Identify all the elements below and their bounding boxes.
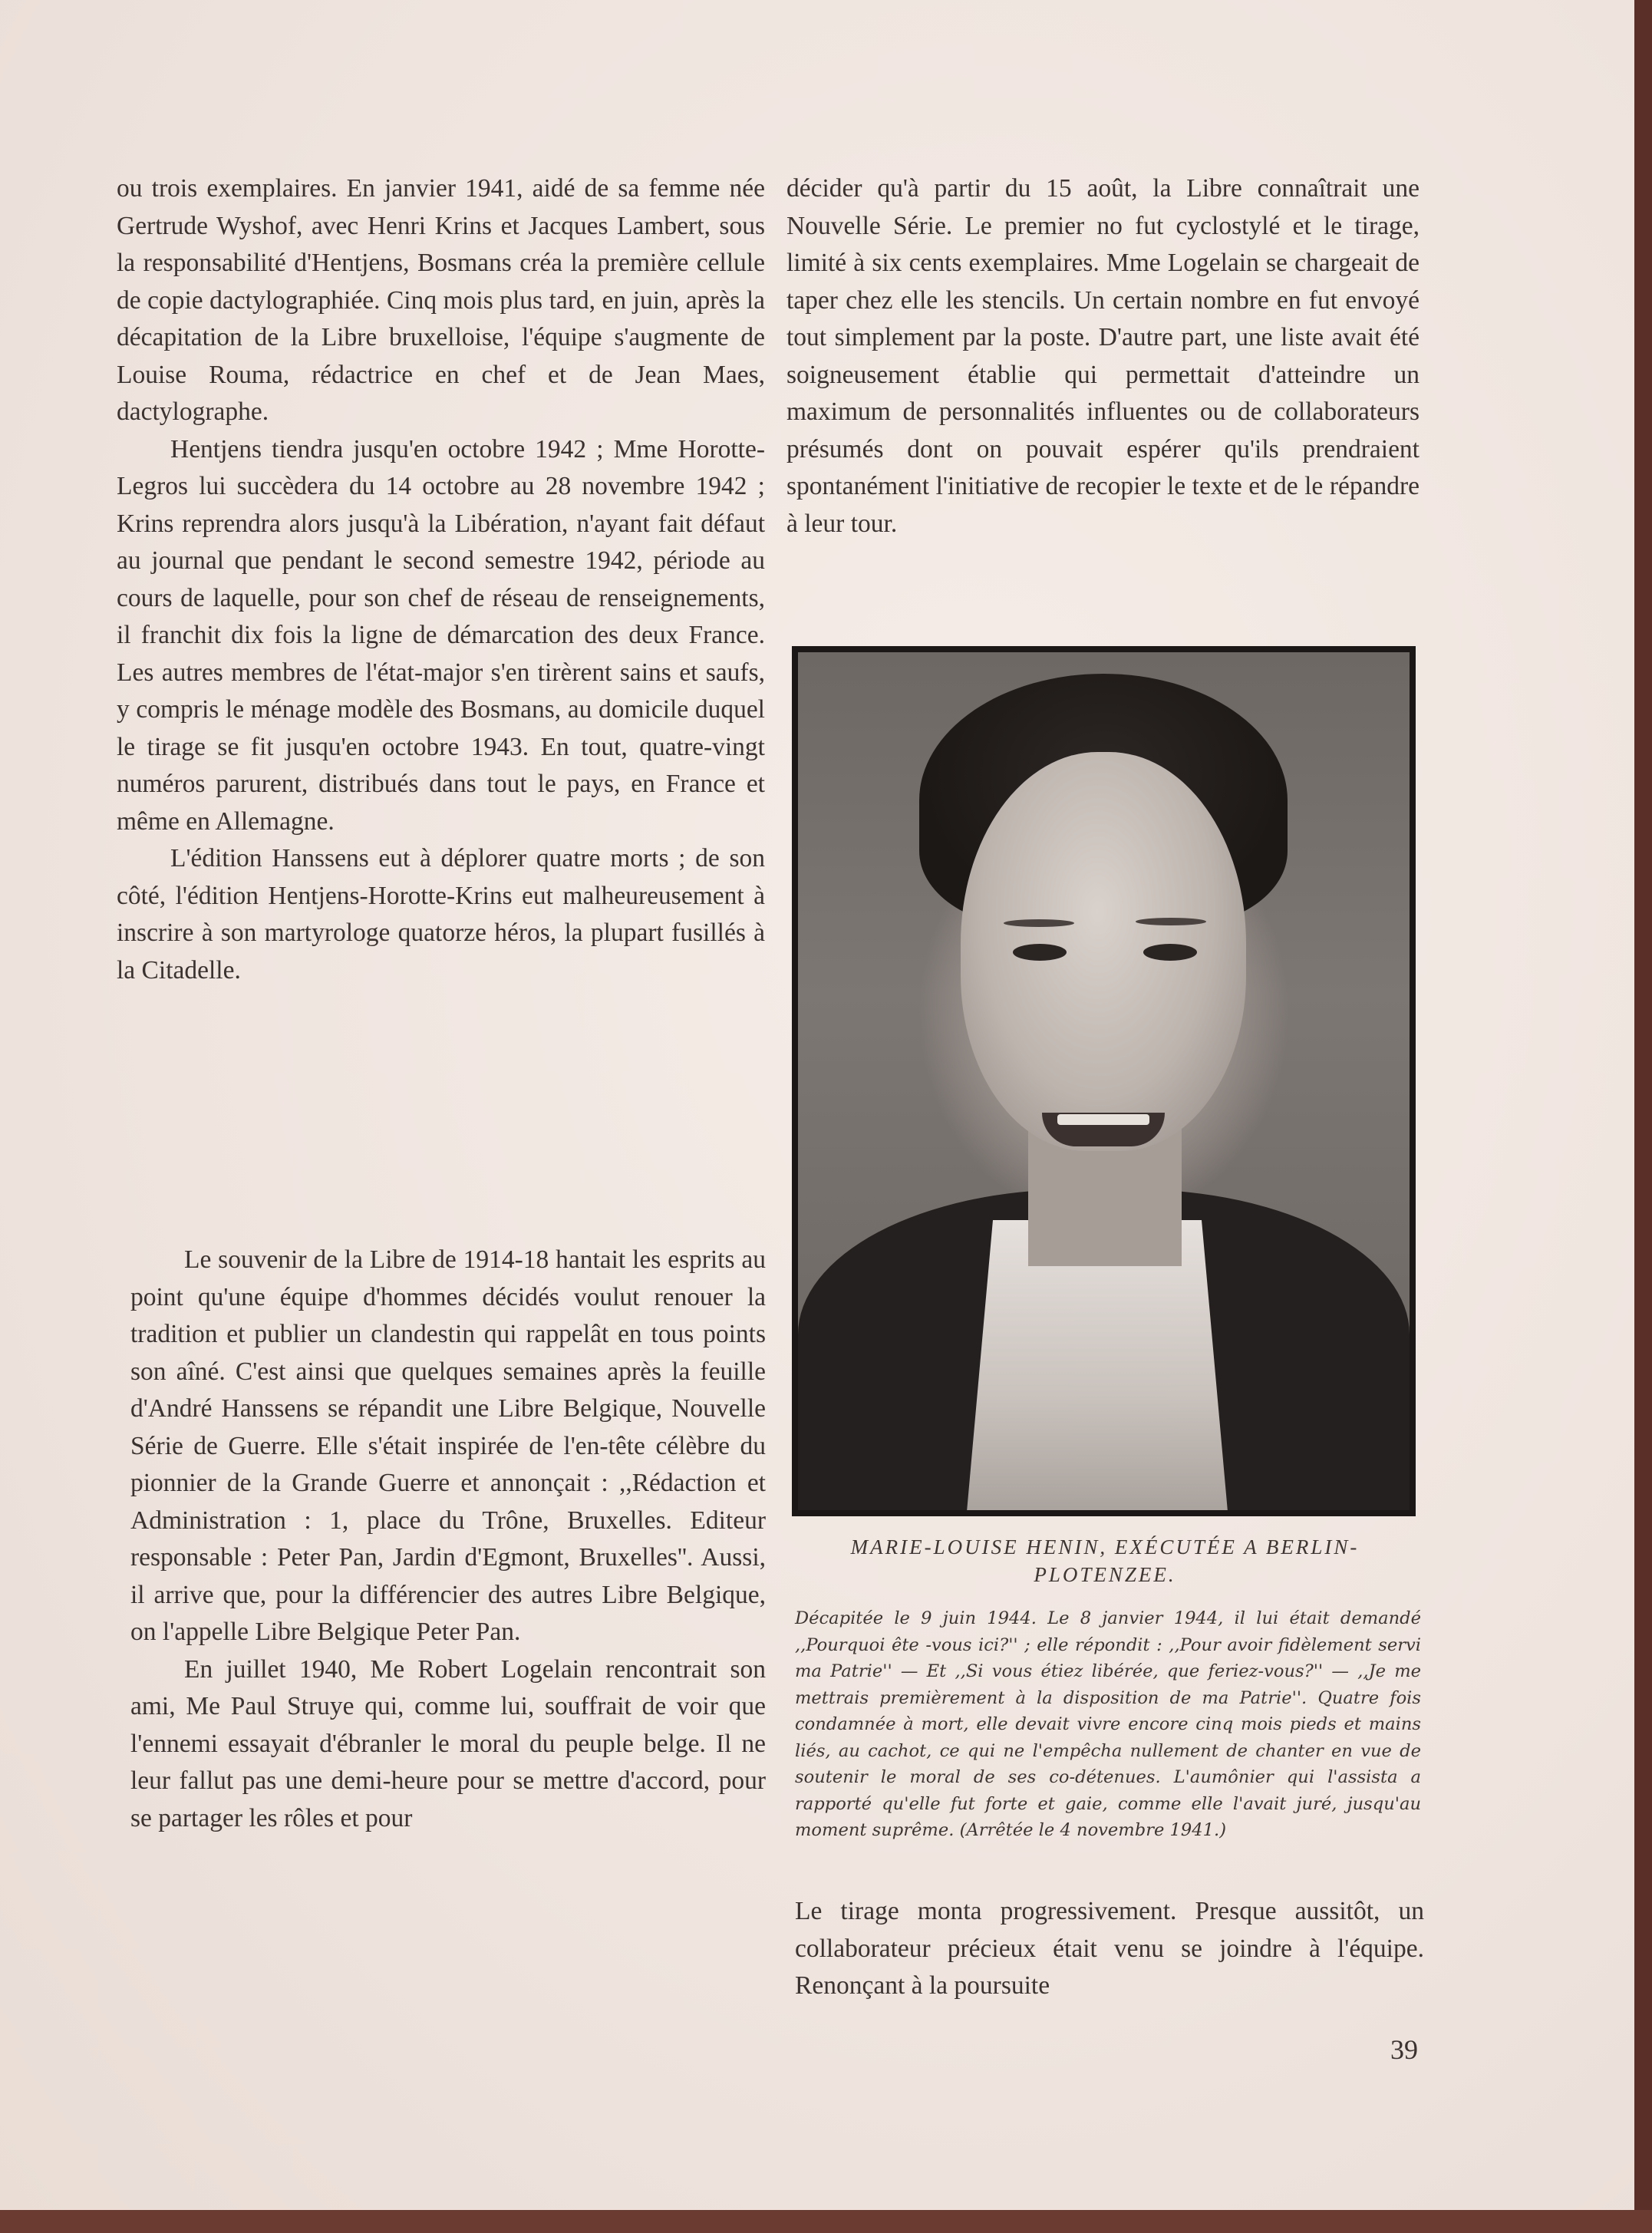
paragraph: Hentjens tiendra jusqu'en octobre 1942 ; Mme Horotte-Legros lui succèdera du 14 octobre au 28 novembre 1942 ; Krins reprendra alors jusqu'à la Libération, n'ayant fait défaut au journal que pendant le second semestre 1942, période au cours de laquelle, pour son chef de réseau de renseignements, il franchit dix fois la ligne de démarcation des deux France. Les autres membres de l'état-major s'en tirèrent sains et saufs, y compris le ménage modèle des Bosmans, au domicile duquel le tirage se fit jusqu'en octobre 1943. En tout, quatre-vingt numéros parurent, distribués dans tout le pays, en France et même en Allemagne. <box>117 434 765 836</box>
paragraph: décider qu'à partir du 15 août, la Libre connaîtrait une Nouvelle Série. Le premier no fut cyclostylé et le tirage, limité à six cents exemplaires. Mme Logelain se chargeait de taper chez elle les stencils. Un certain nombre en fut envoyé tout simplement par la poste. D'autre part, une liste avait été soigneusement établie qui permettait d'atteindre un maximum de personnalités influentes ou de collaborateurs présumés dont on pouvait espérer qu'ils prendraient spontanément l'initiative de recopier le texte et de le répandre à leur tour. <box>786 174 1420 538</box>
portrait-photo <box>792 646 1416 1516</box>
left-eye <box>1013 944 1067 961</box>
book-edge-bottom <box>0 2210 1652 2233</box>
portrait-image <box>798 652 1410 1510</box>
right-column-top <box>786 170 1420 543</box>
paragraph: Le souvenir de la Libre de 1914-18 hantait les esprits au point qu'une équipe d'hommes décidés voulut renouer la tradition et publier un clandestin qui rappelât en tous points son aîné. C'est ainsi que quelques semaines après la feuille d'André Hanssens se répandit une Libre Belgique, Nouvelle Série de Guerre. Elle s'était inspirée de l'en-tête célèbre du pionnier de la Grande Guerre et annonçait : ,,Rédaction et Administration : 1, place du Trône, Bruxelles. Editeur responsable : Peter Pan, Jardin d'Egmont, Bruxelles''. Aussi, il arrive que, pour la différencier des autres Libre Belgique, on l'appelle Libre Belgique Peter Pan. <box>130 1245 766 1646</box>
left-column-top <box>117 170 765 989</box>
photo-caption-title: MARIE-LOUISE HENIN, EXÉCUTÉE A BERLIN-PLOTENZEE. <box>850 1535 1360 1586</box>
page-number: 39 <box>1390 2034 1418 2065</box>
paragraph: En juillet 1940, Me Robert Logelain rencontrait son ami, Me Paul Struye qui, comme lui, souffrait de voir que l'ennemi essayait d'ébranler le moral du peuple belge. Il ne leur fallut pas une demi-heure pour se mettre d'accord, pour se partager les rôles et pour <box>130 1654 766 1832</box>
caption-text: Décapitée le 9 juin 1944. Le 8 janvier 1944, il lui était demandé ,,Pourquoi ête -vous ici?'' ; elle répondit : ,,Pour avoir fidèlement servi ma Patrie'' — Et ,,Si vous étiez libérée, que feriez-vous?'' — ,,Je me mettrais premièrement à la disposition de ma Patrie''. Quatre fois condamnée à mort, elle devait vivre encore cinq mois pieds et mains liés, au cachot, ce qui ne l'empêcha nullement de chanter en vue de soutenir le moral de ses co-détenues. L'aumônier qui l'assista a rapporté qu'elle fut forte et gaie, comme elle l'avait juré, jusqu'au moment suprême. (Arrêtée le 4 novembre 1941.) <box>795 1608 1421 1840</box>
book-edge-right <box>1634 0 1652 2233</box>
left-brow <box>1004 919 1074 927</box>
photo-caption-body <box>795 1605 1421 1844</box>
paragraph: ou trois exemplaires. En janvier 1941, aidé de sa femme née Gertrude Wyshof, avec Henri Krins et Jacques Lambert, sous la responsabilité d'Hentjens, Bosmans créa la première cellule de copie dactylographiée. Cinq mois plus tard, en juin, après la décapitation de la Libre bruxelloise, l'équipe s'augmente de Louise Rouma, rédactrice en chef et de Jean Maes, dactylographe. <box>117 174 765 426</box>
paragraph: L'édition Hanssens eut à déplorer quatre morts ; de son côté, l'édition Hentjens-Horotte-Krins eut malheureusement à inscrire à son martyrologe quatorze héros, la plupart fusillés à la Citadelle. <box>117 844 765 985</box>
left-column-bottom <box>130 1242 766 1837</box>
teeth <box>1057 1114 1149 1125</box>
paragraph: Le tirage monta progressivement. Presque aussitôt, un collaborateur précieux était venu se joindre à l'équipe. Renonçant à la poursuite <box>795 1897 1424 2000</box>
right-eye <box>1143 944 1197 961</box>
right-column-bottom <box>795 1893 1424 2005</box>
face <box>961 752 1246 1151</box>
right-brow <box>1136 918 1206 925</box>
